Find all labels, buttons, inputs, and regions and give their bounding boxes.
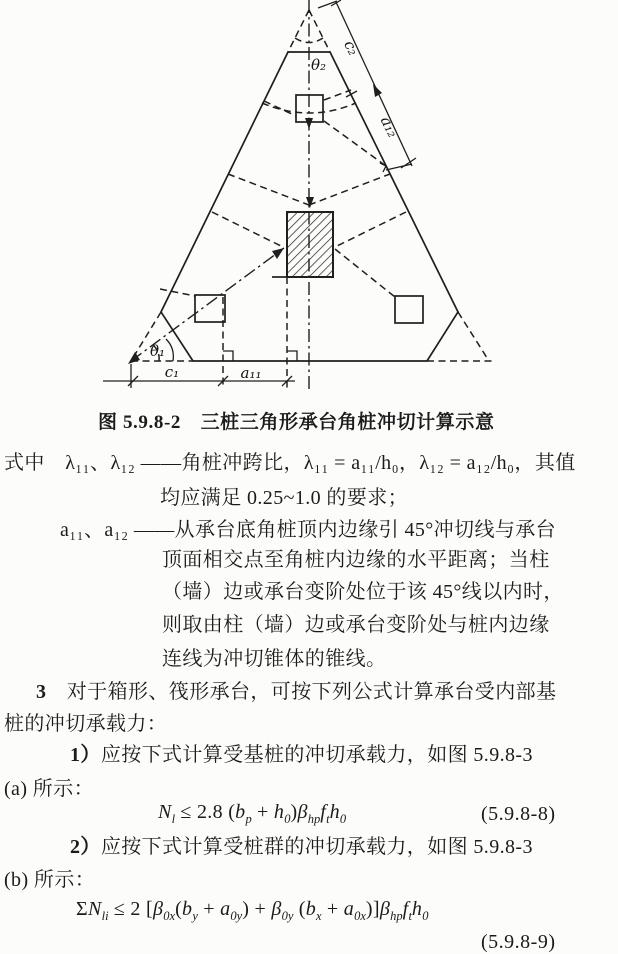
body-line-a11-def-5: 连线为冲切锥体的锥线。 (162, 648, 387, 670)
punching-cone-lines (160, 90, 406, 297)
item3-text: 对于箱形、筏形承台，可按下列公式计算承台受内部基 (46, 681, 557, 703)
item1-text: 应按下式计算受基桩的冲切承载力，如图 5.9.8-3 (100, 744, 533, 766)
label-a11: a₁₁ (240, 364, 262, 382)
body-line-a11-def-4: 则取由柱（墙）边或承台变阶处与桩内边缘 (162, 614, 550, 636)
body-line-a-shown: (a) 所示： (4, 778, 94, 800)
dimension-right-edge (318, 0, 416, 172)
theta1-arc (166, 339, 173, 361)
formula-5-9-8-8: $N_l \le 2.8$ $(b_p + h_0)\beta_{hp}f_th_0$ (158, 801, 347, 826)
formula-5-9-8-9: $\Sigma N_{li} \le 2$ [$\beta_{0x}(b_y + a_{0y}) + \beta_{0y}$ $(b_x + a_{0x})]\beta_{hp}f_th_0$ (76, 898, 429, 923)
body-line-item3-cont: 桩的冲切承载力： (4, 713, 168, 735)
label-theta1: θ₁ (150, 342, 166, 360)
item3-number: 3 (36, 681, 47, 703)
formula-number-5-9-8-9: (5.9.8-9) (481, 931, 556, 953)
figure-punching-diagram (0, 0, 618, 400)
body-line-item3 (36, 681, 556, 704)
body-line-a11-def: a₁₁、a₁₂ ——从承台底角桩顶内边缘引 45°冲切线与承台 (60, 519, 557, 541)
column-section-hatched (287, 212, 333, 277)
body-line-item1 (70, 744, 533, 767)
label-c1: c₁ (164, 363, 180, 381)
centerline-arrow-upper (305, 118, 313, 129)
formula-number-5-9-8-8: (5.9.8-8) (481, 803, 556, 825)
diagonal-arrow-column (272, 248, 284, 259)
body-line-a11-def-2: 顶面相交点至角桩内边缘的水平距离；当柱 (162, 549, 550, 571)
dimension-bottom (103, 277, 295, 388)
label-a12: a₁₂ (376, 113, 403, 141)
figure-caption: 图 5.9.8-2 三桩三角形承台角桩冲切计算示意 (98, 412, 495, 433)
body-line-shizhong-lambda: 式中 λ₁₁、λ₁₂ ——角桩冲跨比，λ₁₁ = a₁₁/h₀，λ₁₂ = a₁₂/h₀，其值 (4, 452, 576, 474)
triangular-pile-cap-diagram (0, 0, 618, 400)
pile-bottom-right (395, 296, 423, 323)
item2-text: 应按下式计算受桩群的冲切承载力，如图 5.9.8-3 (100, 836, 533, 858)
body-line-lambda-range: 均应满足 0.25~1.0 的要求； (160, 487, 409, 509)
centerline-arrow-lower (306, 197, 314, 208)
diagonal-arrow-corner (128, 352, 140, 364)
body-line-item2 (70, 836, 533, 859)
pile-bottom-left (195, 295, 225, 322)
body-line-a11-def-3: （墙）边或承台变阶处位于该 45°线以内时， (162, 581, 564, 603)
right-angle-marks (223, 351, 297, 361)
label-theta2: θ₂ (311, 56, 327, 74)
label-c2: c₂ (340, 37, 363, 59)
body-line-b-shown: (b) 所示： (4, 869, 96, 891)
item2-number: 2） (70, 836, 101, 858)
item1-number: 1） (70, 744, 101, 766)
